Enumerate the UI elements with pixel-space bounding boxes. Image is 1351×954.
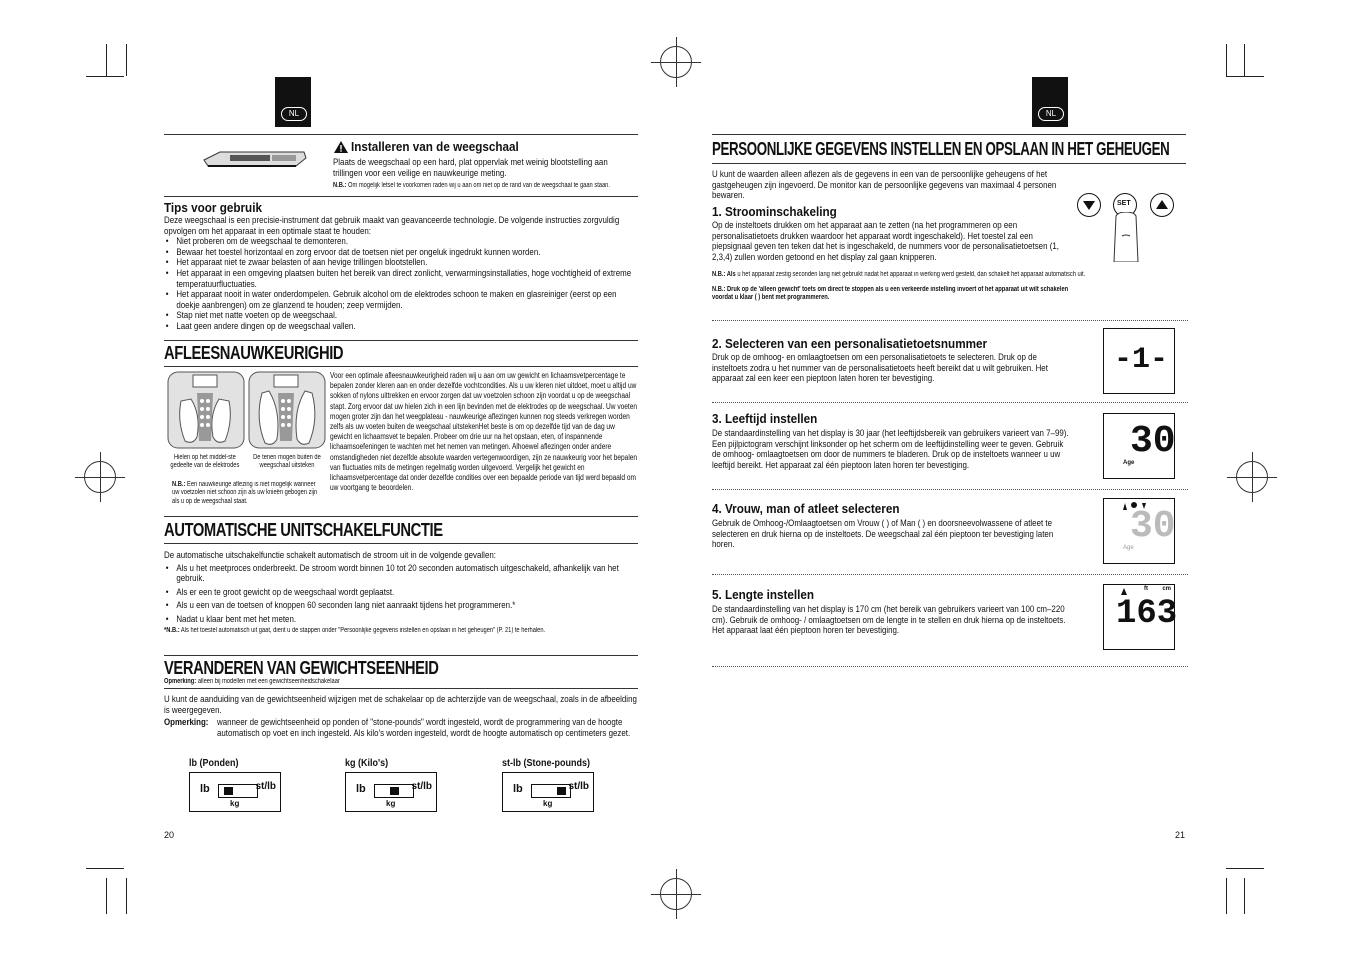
right-intro: U kunt de waarden alleen aflezen als de gegevens in een van de persoonlijke geheugens of het gastgeheugen zijn ingevoerd. De monitor kan de persoonlijke gegevens van maximaal 4 personen bewaren. — [712, 169, 1057, 201]
crop-mark — [106, 878, 107, 914]
step4-title: 4. Vrouw, man of atleet selecteren — [712, 501, 900, 516]
crop-mark — [1226, 44, 1227, 76]
divider — [164, 516, 638, 517]
registration-mark-icon — [660, 878, 692, 910]
list-item: • Het apparaat niet te zwaar belasten of aan hevige trillingen blootstellen. — [176, 257, 637, 268]
accuracy-title: AFLEESNAUWKEURIGHID — [164, 343, 344, 363]
list-item: • Bewaar het toestel horizontaal en zorg ervoor dat de toetsen niet per ongeluk ingedrukt kunnen worden. — [176, 247, 637, 258]
page-number-right: 21 — [1175, 830, 1186, 840]
registration-mark-icon — [660, 46, 692, 78]
feet-on-scale-illustration — [167, 371, 327, 449]
language-badge: NL — [1038, 107, 1064, 121]
autooff-note: *N.B.: Als het toestel automatisch uit gaat, dient u de stappen onder "Persoonlijke gegevens instellen en opslaan in het geheugen" (P. 21) te herhalen. — [164, 627, 546, 634]
step5-title: 5. Lengte instellen — [712, 587, 815, 602]
display-gender: 30 Age — [1103, 498, 1175, 564]
tips-body — [164, 215, 637, 332]
switch-label-kg: kg (Kilo's) — [345, 758, 389, 769]
list-item: • Niet proberen om de weegschaal te demonteren. — [176, 236, 637, 247]
list-item: • Als u het meetproces onderbreekt. De stroom wordt binnen 10 tot 20 seconden automatisch uitgeschakeld, afhankelijk van het gebruik. — [176, 563, 637, 584]
display-user-number: -1- — [1103, 328, 1175, 394]
switch-knob — [224, 787, 233, 795]
unit-remark: Opmerking: alleen bij modellen met een gewichtseenheidschakelaar — [164, 678, 340, 685]
tips-intro: Deze weegschaal is een precisie-instrument dat gebruik maakt van geavanceerde technologie. De volgende instructies zorgvuldig opvolgen om het apparaat in een optimale staat te houden: — [164, 215, 620, 236]
step2-title: 2. Selecteren van een personalisatietoetsnummer — [712, 336, 988, 351]
unit-title: VERANDEREN VAN GEWICHTSEENHEID — [164, 658, 439, 678]
switch-knob — [557, 787, 566, 795]
divider — [164, 655, 638, 656]
crop-mark — [126, 878, 127, 914]
language-tab — [275, 77, 311, 127]
autooff-body — [164, 550, 637, 625]
person-icon — [1120, 587, 1128, 595]
step1-note2: N.B.: Druk op de 'alleen gewicht' toets om direct te stoppen als u een verkeerde instelling invoert of het apparaat uit wilt schakelen voordat u klaar ( ) bent met programmeren. — [712, 286, 1069, 302]
divider — [164, 340, 638, 341]
list-item: • Stap niet met natte voeten op de weegschaal. — [176, 310, 637, 321]
autooff-title: AUTOMATISCHE UNITSCHAKELFUNCTIE — [164, 520, 443, 540]
step1-title: 1. Stroominschakeling — [712, 204, 837, 219]
accuracy-body: Voor een optimale afleesnauwkeurigheid raden wij u aan om uw gewicht en lichaamsvetpercentage te bepalen zonder kleren aan en onder dezelfde vochtcondities. Als u uw kleren niet uitdoet, moet u altijd uw sokken of nylons uittrekken en ervoor zorgen dat uw voetzolen schoon zijn voordat u op de weegschaal stapt. Zorg ervoor dat uw hielen zich in een lijn bevinden met de elektrodes op de weegschaal. Uw voeten mogen groter zijn dan het weegplateau - nauwkeurige aflezingen kunnen nog steeds verkregen worden zelfs als uw voeten buiten de weegschaal uitstekenHet beste is om op dezelfde tijd van de dag uw gewicht en lichaamsvet te bepalen. Probeer om drie uur na het opstaan, eten, of inspannende lichaamsoefeningen te wachten met het nemen van metingen. Alhoewel aflezingen onder andere omstandigheden niet dezelfde absolute waarden vertegenwoordigen, zijn ze nauwkeurig voor het bepalen van fluctuaties mits de metingen regelmatig worden uitgevoerd. Vergelijk het gewicht en lichaamsvetpercentage dat onder dezelfde condities over een bepaalde periode van tijd werd bepaald om uw voortgang te beoordelen. — [330, 371, 638, 493]
list-item: • Als u een van de toetsen of knoppen 60 seconden lang niet aanraakt tijdens het programmeren.* — [176, 600, 637, 611]
display-height: ft cm 163 — [1103, 584, 1175, 650]
autooff-intro: De automatische uitschakelfunctie schakelt automatisch de stroom uit in de volgende gevallen: — [164, 550, 496, 560]
finger-icon — [1110, 212, 1144, 262]
unit-body: U kunt de aanduiding van de gewichtseenheid wijzigen met de schakelaar op de achterzijde van de weegschaal, zoals in de afbeelding is weergegeven. — [164, 694, 637, 715]
warning-icon — [334, 140, 348, 152]
display-age: 30 Age — [1103, 413, 1175, 479]
dotted-divider — [712, 489, 1188, 490]
dotted-divider — [712, 574, 1188, 575]
language-tab — [1032, 77, 1068, 127]
right-title: PERSOONLIJKE GEGEVENS INSTELLEN EN OPSLAAN IN HET GEHEUGEN — [712, 139, 1170, 159]
divider — [712, 134, 1186, 135]
step2-body: Druk op de omhoog- en omlaagtoetsen om een personalisatietoets te selecteren. Druk op de insteltoets zodra u het nummer van de personalisatietoets heeft bereikt dat u wilt gebruiken. Het apparaat zal een keer een pieptoon laten horen ter bevestiging. — [712, 352, 1048, 384]
arrow-up-icon — [1151, 194, 1173, 216]
page-number-left: 20 — [164, 830, 175, 840]
crop-mark — [1226, 868, 1264, 869]
divider — [164, 366, 638, 367]
install-body: Plaats de weegschaal op een hard, plat oppervlak met weinig blootstelling aan trillingen voor een veilige en nauwkeurige meting. — [333, 157, 608, 178]
divider — [164, 688, 638, 689]
crop-mark — [1226, 76, 1264, 77]
crop-mark — [106, 44, 107, 76]
list-item: • Als er een te groot gewicht op de weegschaal wordt geplaatst. — [176, 587, 637, 598]
crop-mark — [86, 76, 124, 77]
switch-label-lb: lb (Ponden) — [189, 758, 239, 769]
divider — [164, 196, 638, 197]
step5-body: De standaardinstelling van het display is 170 cm (het bereik van gebruikers varieert van 100 cm–220 cm). Gebruik de omhoog- / omlaagtoetsen om de lengte in te stellen en druk hierna op de insteltoets. Het apparaat laat één pieptoon horen ter bevestiging. — [712, 604, 1066, 636]
tips-list — [164, 236, 637, 331]
unit-switch-stlb: lb st/lb kg — [502, 772, 594, 812]
arrow-down-icon — [1078, 194, 1100, 216]
step3-body: De standaardinstelling van het display is 30 jaar (het leeftijdsbereik van gebruikers varieert van 7–99). Een pijlpictogram verschijnt linksonder op het scherm om de leeftijdinstelling weer te geven. Gebruik de omhoog- omlaagtoetsen om door de nummers te bladeren. Druk op de insteltoets wanneer u uw leeftijd bereikt. Het apparaat zal één pieptoon laten horen ter bevestiging. — [712, 428, 1069, 470]
step1-note1: N.B.: Als u het apparaat zestig seconden lang niet gebruikt nadat het apparaat in werking werd gesteld, dan schakelt het apparaat automatisch uit. — [712, 271, 1086, 278]
list-item: • Het apparaat in een omgeving plaatsen buiten het bereik van direct zonlicht, verwarmingsinstallaties, hoge vochtigheid of extreme temperatuurfluctuaties. — [176, 268, 637, 289]
switch-label-stlb: st-lb (Stone-pounds) — [502, 758, 590, 769]
accuracy-note: N.B.: Een nauwkeurige aflezing is niet mogelijk wanneer uw voetzolen niet schoon zijn als uw knieën gebogen zijn als u op de weegschaal staat. — [172, 481, 318, 505]
crop-mark — [1244, 878, 1245, 914]
divider — [712, 163, 1186, 164]
language-badge: NL — [281, 107, 307, 121]
switch-knob — [390, 787, 399, 795]
feet-caption-heels: Hielen op het middel-ste gedeelte van de elektrodes — [170, 454, 240, 470]
unit-switch-lb: lb st/lb kg — [189, 772, 281, 812]
unit-switch-kg: lb st/lb kg — [345, 772, 437, 812]
crop-mark — [86, 868, 124, 869]
autooff-list — [164, 563, 637, 625]
down-button[interactable] — [1077, 193, 1101, 217]
install-note: N.B.: Om mogelijk letsel te voorkomen raden wij u aan om niet op de rand van de weegschaal te gaan staan. — [333, 182, 610, 189]
dotted-divider — [712, 402, 1188, 403]
step4-body: Gebruik de Omhoog-/Omlaagtoetsen om Vrouw ( ) of Man ( ) en doorsneevolwassene of atleet te selecteren en druk hierna op de insteltoets. De weegschaal zal één pieptoon ter bevestiging laten horen. — [712, 518, 1054, 550]
set-label: SET — [1117, 200, 1131, 207]
step3-title: 3. Leeftijd instellen — [712, 411, 818, 426]
crop-mark — [126, 44, 127, 76]
feet-caption-toes: De tenen mogen buiten de weegschaal uitsteken — [253, 454, 321, 470]
registration-mark-icon — [84, 461, 116, 493]
list-item: • Laat geen andere dingen op de weegschaal vallen. — [176, 321, 637, 332]
divider — [164, 134, 638, 135]
crop-mark — [1226, 878, 1227, 914]
install-title: Installeren van de weegschaal — [351, 139, 519, 154]
dotted-divider — [712, 666, 1188, 667]
scale-illustration — [200, 146, 310, 172]
list-item: • Het apparaat nooit in water onderdompelen. Gebruik alcohol om de elektrodes schoon te maken en glasreiniger (eerst op een doekje aanbrengen) om ze glanzend te houden; zeep vermijden. — [176, 289, 637, 310]
tips-title: Tips voor gebruik — [164, 200, 262, 215]
crop-mark — [1244, 44, 1245, 76]
list-item: • Nadat u klaar bent met het meten. — [176, 614, 637, 625]
step1-body: Op de insteltoets drukken om het apparaat aan te zetten (na het programmeren op een personalisatietoets drukken waardoor het apparaat wordt ingeschakeld). Het toestel zal een piepsignaal geven ten teken dat het is ingeschakeld, de nummers voor de personalisatietoetsen (1, 2,3,4) zullen worden getoond en het display zal gaan knipperen. — [712, 220, 1059, 262]
divider — [164, 543, 638, 544]
up-button[interactable] — [1150, 193, 1174, 217]
unit-note-label: Opmerking: — [164, 717, 209, 727]
dotted-divider — [712, 320, 1188, 321]
registration-mark-icon — [1236, 461, 1268, 493]
unit-note: wanneer de gewichtseenheid op ponden of "stone-pounds" wordt ingesteld, wordt de programmering van de hoogte automatisch op voet en inch ingesteld. Als kilo's worden ingesteld, wordt de hoogte automatisch op centimeters gezet. — [217, 717, 631, 738]
